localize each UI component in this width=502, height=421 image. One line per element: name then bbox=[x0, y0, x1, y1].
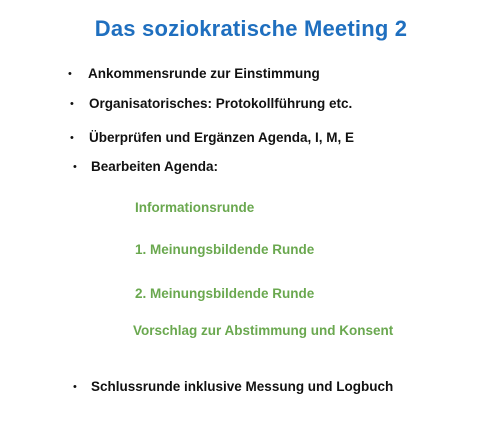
bullet-icon: • bbox=[70, 98, 74, 110]
subitem-vorschlag-konsent: Vorschlag zur Abstimmung und Konsent bbox=[133, 323, 394, 338]
subitem-informationsrunde: Informationsrunde bbox=[135, 200, 255, 215]
bullet-icon: • bbox=[70, 132, 74, 144]
bullet-icon: • bbox=[73, 161, 77, 173]
subitem-meinungsbildende-2: 2. Meinungsbildende Runde bbox=[135, 286, 315, 301]
slide-title: Das soziokratische Meeting 2 bbox=[94, 16, 408, 41]
subitem-meinungsbildende-1: 1. Meinungsbildende Runde bbox=[135, 242, 315, 257]
agenda-item-ueberpruefen: Überprüfen und Ergänzen Agenda, I, M, E bbox=[89, 130, 355, 145]
agenda-item-bearbeiten: Bearbeiten Agenda: bbox=[91, 159, 219, 174]
agenda-item-organisatorisches: Organisatorisches: Protokollführung etc. bbox=[89, 96, 353, 111]
agenda-item-ankommensrunde: Ankommensrunde zur Einstimmung bbox=[88, 66, 320, 81]
agenda-item-schlussrunde: Schlussrunde inklusive Messung und Logbuch bbox=[91, 379, 394, 394]
bullet-icon: • bbox=[73, 381, 77, 393]
bullet-icon: • bbox=[68, 68, 72, 80]
